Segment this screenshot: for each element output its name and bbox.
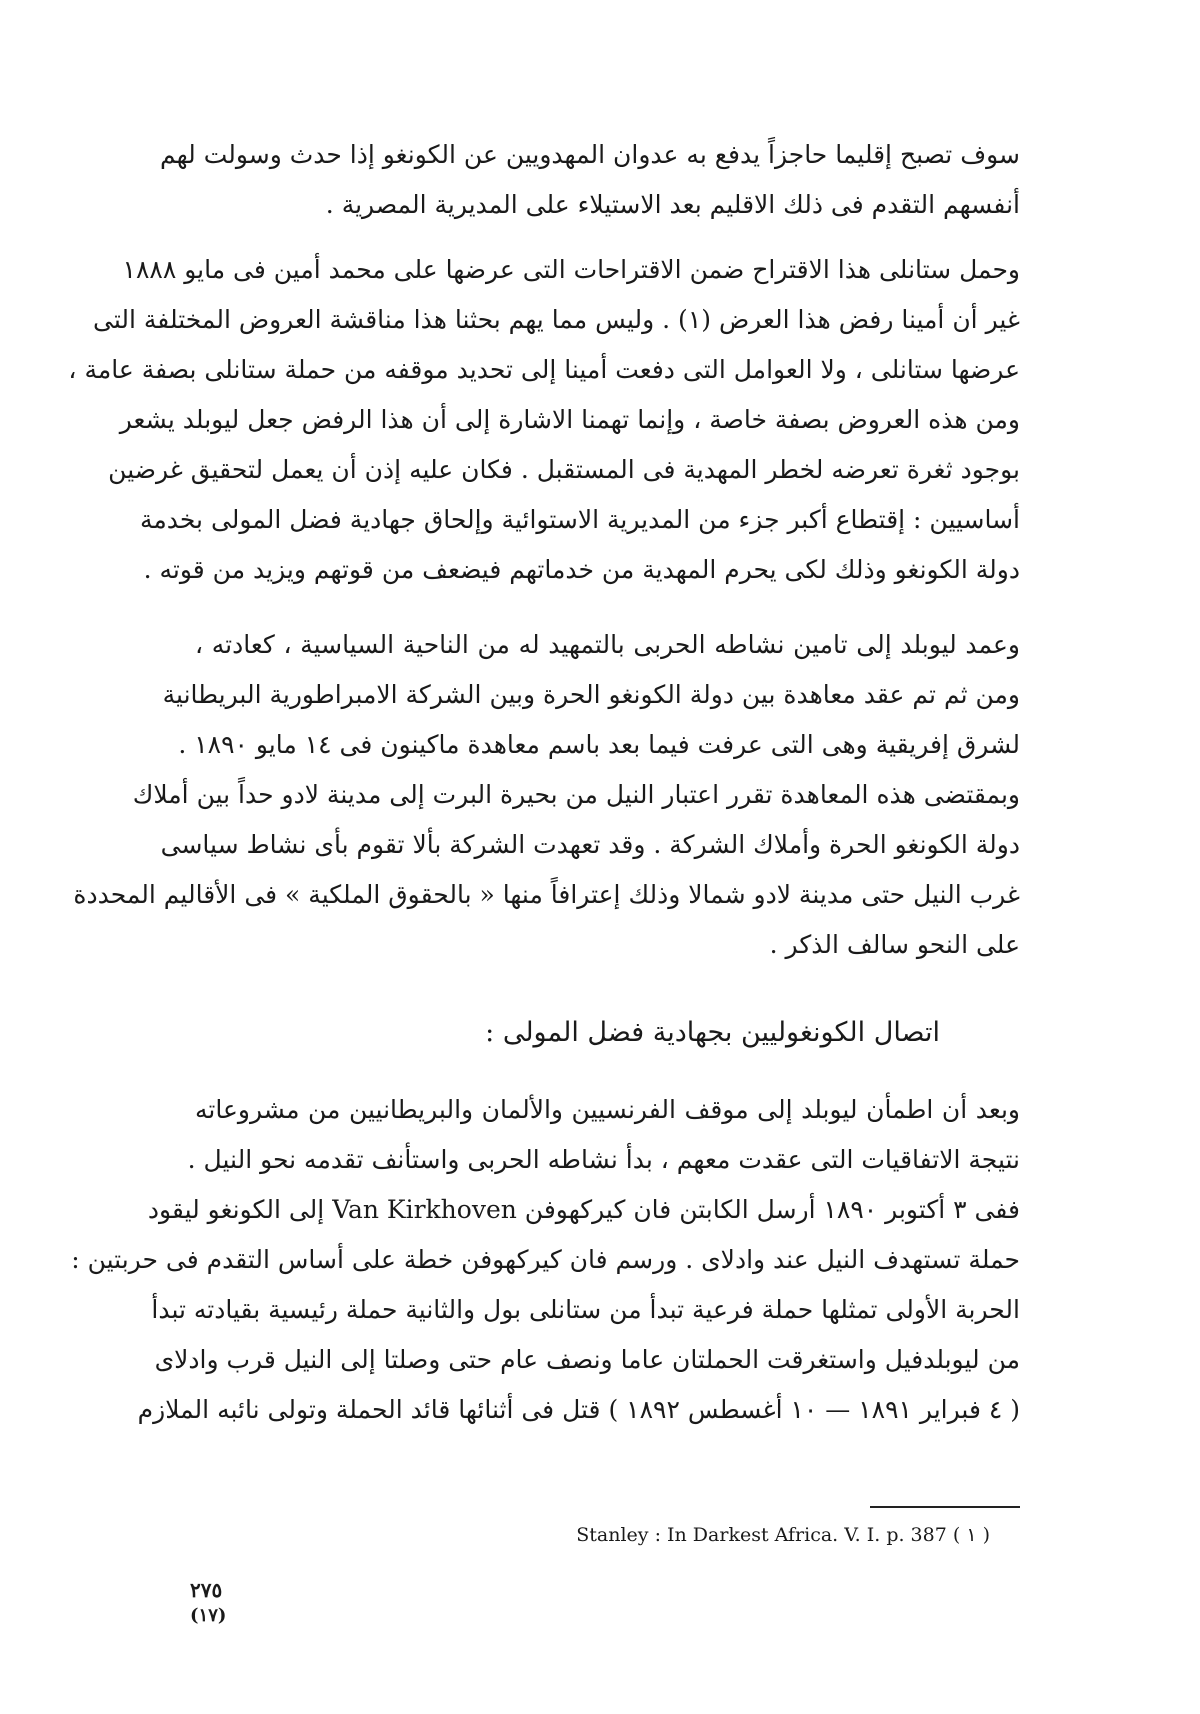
paragraph-line: أنفسهم التقدم فى ذلك الاقليم بعد الاستيلاء على المديرية المصرية . [325, 190, 1020, 219]
paragraph-line: غير أن أمينا رفض هذا العرض (١) . وليس مما يهم بحثنا هذا مناقشة العروض المختلفة التى [93, 305, 1020, 334]
paragraph-line: الحربة الأولى تمثلها حملة فرعية تبدأ من ستانلى بول والثانية حملة رئيسية بقيادته تبدأ [151, 1295, 1020, 1324]
paragraph-line: ( ٤ فبراير ١٨٩١ — ١٠ أغسطس ١٨٩٢ ) قتل فى أثنائها قائد الحملة وتولى نائبه الملازم [137, 1395, 1020, 1424]
section-heading: اتصال الكونغوليين بجهادية فضل المولى : [485, 1017, 940, 1048]
printer-signature-mark: (١٧) [190, 1605, 227, 1626]
paragraph-line: وبمقتضى هذه المعاهدة تقرر اعتبار النيل من بحيرة البرت إلى مدينة لادو حداً بين أملاك [132, 780, 1020, 809]
paragraph-line: بوجود ثغرة تعرضه لخطر المهدية فى المستقبل . فكان عليه إذن أن يعمل لتحقيق غرضين [108, 455, 1020, 484]
footnote-divider [870, 1506, 1020, 1508]
paragraph-line: حملة تستهدف النيل عند وادلاى . ورسم فان كيركهوفن خطة على أساس التقدم فى حربتين : [71, 1245, 1020, 1274]
paragraph-line: ففى ٣ أكتوبر ١٨٩٠ أرسل الكابتن فان كيركهوفن Van Kirkhoven إلى الكونغو ليقود [147, 1195, 1020, 1224]
paragraph-line: غرب النيل حتى مدينة لادو شمالا وذلك إعترافاً منها « بالحقوق الملكية » فى الأقاليم المحددة [73, 880, 1020, 909]
paragraph-2 [68, 245, 1020, 595]
paragraph-1 [159, 130, 1020, 230]
paragraph-line: وبعد أن اطمأن ليوبلد إلى موقف الفرنسيين والألمان والبريطانيين من مشروعاته [195, 1095, 1020, 1124]
paragraph-line: من ليوبلدفيل واستغرقت الحملتان عاما ونصف عام حتى وصلتا إلى النيل قرب وادلاى [154, 1345, 1020, 1374]
paragraph-line: وحمل ستانلى هذا الاقتراح ضمن الاقتراحات التى عرضها على محمد أمين فى مايو ١٨٨٨ [122, 255, 1020, 284]
footnote: Stanley : In Darkest Africa. V. I. p. 387 ( ١ ) [576, 1524, 990, 1546]
paragraph-line: وعمد ليوبلد إلى تامين نشاطه الحربى بالتمهيد له من الناحية السياسية ، كعادته ، [195, 630, 1020, 659]
paragraph-line: ومن ثم تم عقد معاهدة بين دولة الكونغو الحرة وبين الشركة الامبراطورية البريطانية [162, 680, 1020, 709]
paragraph-line: نتيجة الاتفاقيات التى عقدت معهم ، بدأ نشاطه الحربى واستأنف تقدمه نحو النيل . [187, 1145, 1020, 1174]
paragraph-line: سوف تصبح إقليما حاجزاً يدفع به عدوان المهدويين عن الكونغو إذا حدث وسولت لهم [159, 140, 1020, 169]
paragraph-line: عرضها ستانلى ، ولا العوامل التى دفعت أمينا إلى تحديد موقفه من حملة ستانلى بصفة عامة ، [68, 355, 1020, 384]
paragraph-4 [71, 1085, 1020, 1435]
paragraph-3 [73, 620, 1020, 970]
paragraph-line: على النحو سالف الذكر . [769, 930, 1020, 959]
paragraph-line: دولة الكونغو الحرة وأملاك الشركة . وقد تعهدت الشركة بألا تقوم بأى نشاط سياسى [160, 830, 1020, 859]
paragraph-line: لشرق إفريقية وهى التى عرفت فيما بعد باسم معاهدة ماكينون فى ١٤ مايو ١٨٩٠ . [178, 730, 1020, 759]
paragraph-line: ومن هذه العروض بصفة خاصة ، وإنما تهمنا الاشارة إلى أن هذا الرفض جعل ليوبلد يشعر [119, 405, 1020, 434]
paragraph-line: أساسيين : إقتطاع أكبر جزء من المديرية الاستوائية وإلحاق جهادية فضل المولى بخدمة [139, 505, 1020, 534]
paragraph-line: دولة الكونغو وذلك لكى يحرم المهدية من خدماتهم فيضعف من قوتهم ويزيد من قوته . [143, 555, 1020, 584]
page-number: ٢٧٥ [190, 1578, 223, 1602]
